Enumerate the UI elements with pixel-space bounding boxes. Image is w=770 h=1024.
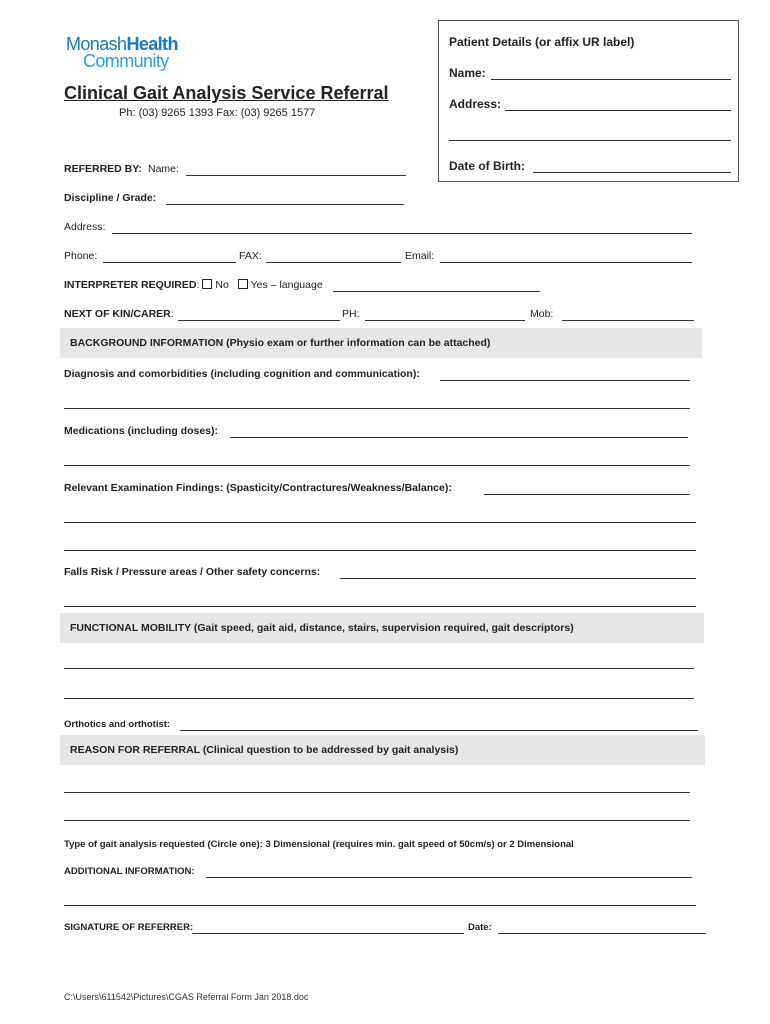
next-of-kin-mob-field[interactable]: [562, 320, 694, 321]
interpreter-required-row: [64, 279, 323, 291]
patient-details-box: [438, 20, 739, 182]
referred-by-label: REFERRED BY:: [64, 163, 142, 175]
logo-word-community: Community: [83, 51, 169, 71]
reason-field-2[interactable]: [64, 820, 690, 821]
discipline-grade-field[interactable]: [166, 204, 404, 205]
document-file-path: C:\Users\611542\Pictures\CGAS Referral Form Jan 2018.doc: [64, 992, 309, 1002]
referrer-address-field[interactable]: [112, 233, 692, 234]
form-title: Clinical Gait Analysis Service Referral: [64, 83, 389, 103]
referrer-address-label: Address:: [64, 221, 106, 233]
interpreter-yes-checkbox[interactable]: [238, 279, 248, 289]
referrer-name-label: Name:: [148, 163, 179, 175]
referrer-phone-label: Phone:: [64, 250, 98, 262]
next-of-kin-mob-label: Mob:: [530, 308, 554, 320]
signature-label: SIGNATURE OF REFERRER:: [64, 922, 194, 933]
referrer-fax-field[interactable]: [266, 262, 401, 263]
referrer-name-field[interactable]: [186, 175, 406, 176]
interpreter-colon: :: [196, 279, 200, 291]
diagnosis-label: Diagnosis and comorbidities (including cognition and communication):: [64, 368, 420, 380]
diagnosis-field-2[interactable]: [64, 408, 690, 409]
next-of-kin-row: [64, 308, 174, 320]
interpreter-no-checkbox[interactable]: [202, 279, 212, 289]
falls-risk-field-2[interactable]: [64, 606, 696, 607]
reason-field-1[interactable]: [64, 792, 690, 793]
signature-field[interactable]: [192, 933, 464, 934]
patient-name-field[interactable]: [491, 79, 731, 80]
additional-information-label: ADDITIONAL INFORMATION:: [64, 866, 195, 877]
service-contact-numbers: Ph: (03) 9265 1393 Fax: (03) 9265 1577: [119, 107, 316, 119]
examination-findings-field-3[interactable]: [64, 550, 696, 551]
functional-mobility-heading: FUNCTIONAL MOBILITY (Gait speed, gait aid, distance, stairs, supervision required, gait descriptors): [60, 613, 704, 643]
logo-word-health: Health: [126, 34, 178, 54]
reason-for-referral-heading: REASON FOR REFERRAL (Clinical question to be addressed by gait analysis): [60, 735, 705, 765]
interpreter-language-field[interactable]: [333, 291, 540, 292]
logo-word-monash: Monash: [66, 34, 127, 54]
medications-field[interactable]: [230, 437, 688, 438]
falls-risk-label: Falls Risk / Pressure areas / Other safety concerns:: [64, 566, 321, 578]
next-of-kin-ph-label: PH:: [342, 308, 360, 320]
next-of-kin-colon: :: [170, 308, 174, 320]
patient-details-heading: Patient Details (or affix UR label): [449, 35, 635, 49]
referrer-email-label: Email:: [405, 250, 435, 262]
falls-risk-field[interactable]: [340, 578, 696, 579]
functional-mobility-field-1[interactable]: [64, 668, 694, 669]
patient-name-label: Name:: [449, 66, 486, 80]
gait-analysis-type-label: Type of gait analysis requested (Circle one): 3 Dimensional (requires min. gait speed of 50cm/s) or 2 Dimensional: [64, 839, 574, 850]
additional-information-field-2[interactable]: [64, 905, 696, 906]
referrer-email-field[interactable]: [440, 262, 692, 263]
patient-dob-field[interactable]: [533, 172, 731, 173]
medications-label: Medications (including doses):: [64, 425, 219, 437]
examination-findings-label: Relevant Examination Findings: (Spasticity/Contractures/Weakness/Balance):: [64, 482, 452, 494]
discipline-grade-label: Discipline / Grade:: [64, 192, 157, 204]
diagnosis-field[interactable]: [440, 380, 690, 381]
patient-address-field-2[interactable]: [449, 140, 731, 141]
date-field[interactable]: [498, 933, 706, 934]
referrer-phone-field[interactable]: [103, 262, 236, 263]
medications-field-2[interactable]: [64, 465, 690, 466]
patient-address-label: Address:: [449, 97, 502, 111]
patient-address-field[interactable]: [505, 110, 731, 111]
functional-mobility-field-2[interactable]: [64, 698, 694, 699]
next-of-kin-name-field[interactable]: [178, 320, 340, 321]
next-of-kin-ph-field[interactable]: [365, 320, 525, 321]
examination-findings-field[interactable]: [484, 494, 690, 495]
monash-health-community-logo: [66, 36, 178, 70]
interpreter-required-label: INTERPRETER REQUIRED: [64, 279, 197, 291]
interpreter-no-label: No: [215, 279, 229, 291]
next-of-kin-label: NEXT OF KIN/CARER: [64, 308, 171, 320]
interpreter-yes-label: Yes – language: [250, 279, 323, 291]
additional-information-field[interactable]: [206, 877, 692, 878]
orthotics-label: Orthotics and orthotist:: [64, 719, 171, 730]
background-information-heading: BACKGROUND INFORMATION (Physio exam or further information can be attached): [60, 328, 702, 358]
orthotics-field[interactable]: [180, 730, 698, 731]
referrer-fax-label: FAX:: [239, 250, 262, 262]
examination-findings-field-2[interactable]: [64, 522, 696, 523]
date-label: Date:: [468, 922, 492, 933]
patient-dob-label: Date of Birth:: [449, 159, 525, 173]
